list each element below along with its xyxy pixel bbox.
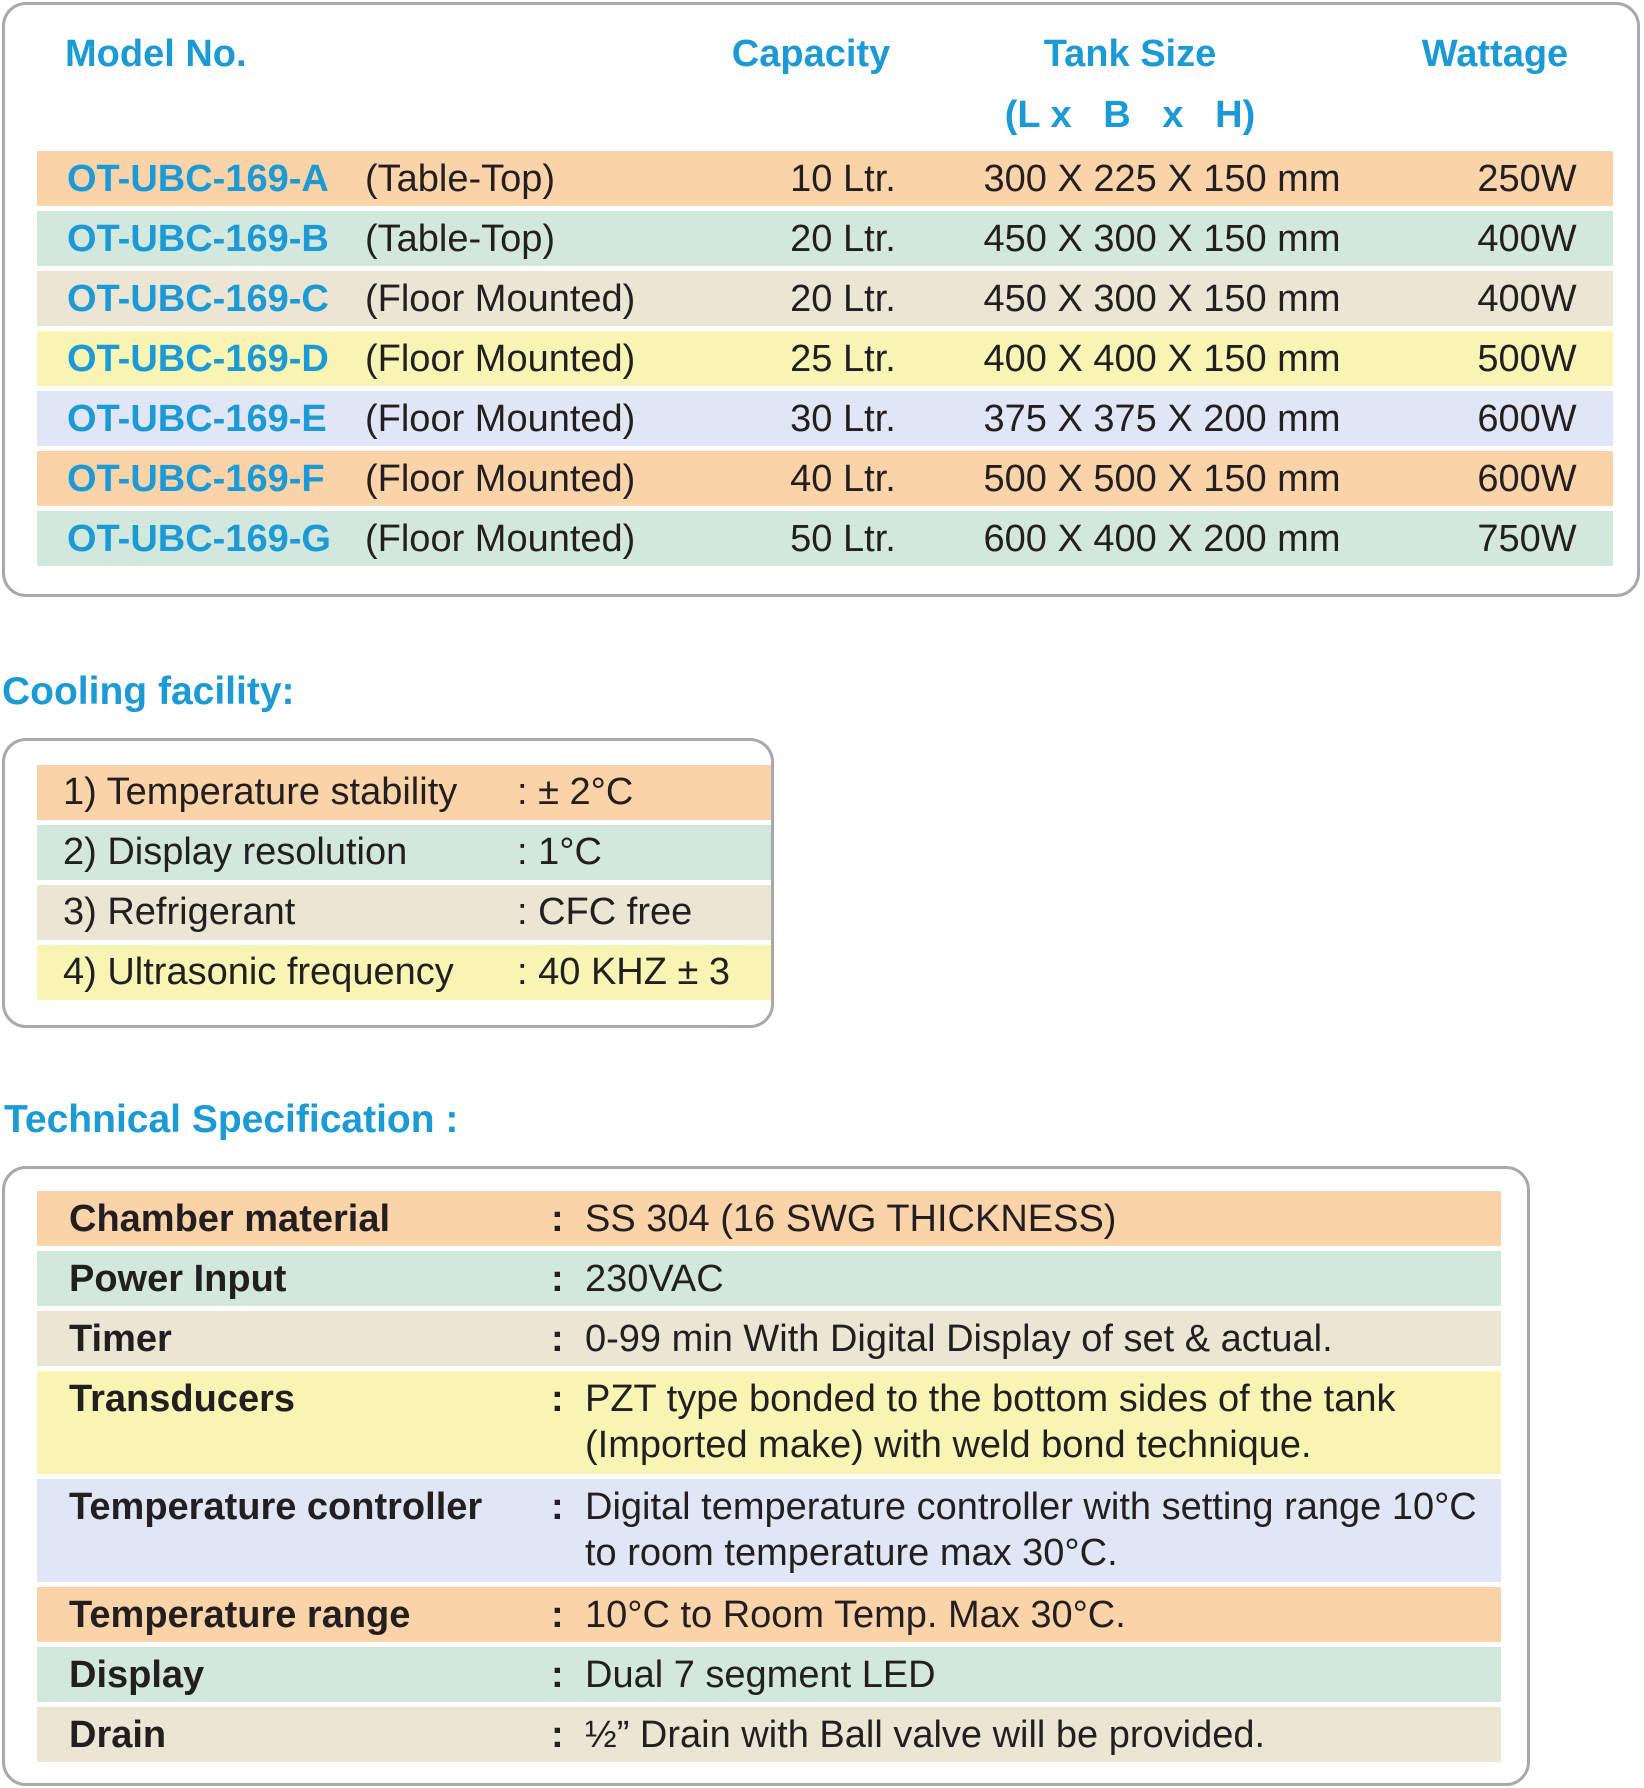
model-code: OT-UBC-169-B — [67, 218, 329, 260]
table-row — [37, 945, 771, 1000]
model-tank-size: 500 X 500 X 150 mm — [983, 458, 1341, 500]
spec-colon: : — [551, 1318, 564, 1360]
model-capacity: 40 Ltr. — [790, 458, 896, 500]
spec-colon: : — [551, 1654, 564, 1696]
model-tank-size: 600 X 400 X 200 mm — [983, 518, 1341, 560]
spec-label: Drain — [69, 1714, 167, 1756]
spec-label: Display — [69, 1654, 205, 1696]
table-row — [37, 1251, 1501, 1306]
tech-spec-table — [2, 1166, 1530, 1786]
table-row — [37, 1371, 1501, 1474]
spec-label: Temperature controller — [69, 1486, 483, 1528]
spec-value: Dual 7 segment LED — [585, 1654, 936, 1696]
spec-value: SS 304 (16 SWG THICKNESS) — [585, 1198, 1117, 1240]
spec-value: Digital temperature controller with setting range 10°C to room temperature max 30°C. — [585, 1486, 1477, 1574]
spec-colon: : — [551, 1258, 564, 1300]
spec-label: Transducers — [69, 1378, 295, 1420]
model-capacity: 30 Ltr. — [790, 398, 896, 440]
table-row — [37, 1311, 1501, 1366]
models-table — [2, 2, 1640, 597]
model-capacity: 20 Ltr. — [790, 218, 896, 260]
spec-value: 230VAC — [585, 1258, 724, 1300]
table-row — [37, 391, 1613, 446]
cooling-title: Cooling facility: — [2, 670, 295, 713]
spec-label: Power Input — [69, 1258, 287, 1300]
spec-colon: : — [551, 1198, 564, 1240]
model-code: OT-UBC-169-G — [67, 518, 331, 560]
header-model-no: Model No. — [65, 33, 247, 75]
model-tank-size: 400 X 400 X 150 mm — [983, 338, 1341, 380]
spec-value: ½” Drain with Ball valve will be provided. — [585, 1714, 1266, 1756]
model-tank-size: 450 X 300 X 150 mm — [983, 218, 1341, 260]
model-capacity: 50 Ltr. — [790, 518, 896, 560]
model-wattage: 400W — [1477, 278, 1577, 320]
header-capacity: Capacity — [731, 33, 891, 75]
table-row — [37, 1707, 1501, 1762]
model-type: (Table-Top) — [365, 158, 556, 200]
model-code: OT-UBC-169-A — [67, 158, 329, 200]
spec-colon: : — [551, 1594, 564, 1636]
spec-value: PZT type bonded to the bottom sides of the tank (Imported make) with weld bond technique. — [585, 1378, 1396, 1466]
model-code: OT-UBC-169-C — [67, 278, 329, 320]
model-code: OT-UBC-169-E — [67, 398, 327, 440]
model-type: (Floor Mounted) — [365, 398, 636, 440]
model-capacity: 25 Ltr. — [790, 338, 896, 380]
model-wattage: 400W — [1477, 218, 1577, 260]
model-type: (Floor Mounted) — [365, 338, 636, 380]
table-row — [37, 331, 1613, 386]
tech-spec-title: Technical Specification : — [4, 1098, 459, 1141]
table-row — [37, 1587, 1501, 1642]
spec-label: 4) Ultrasonic frequency — [63, 951, 454, 993]
spec-label: Temperature range — [69, 1594, 411, 1636]
spec-colon: : — [551, 1378, 564, 1420]
model-tank-size: 300 X 225 X 150 mm — [983, 158, 1341, 200]
model-wattage: 600W — [1477, 458, 1577, 500]
spec-colon: : — [551, 1486, 564, 1528]
spec-value: : CFC free — [517, 891, 693, 933]
spec-value: : 40 KHZ ± 3 — [517, 951, 731, 993]
model-type: (Floor Mounted) — [365, 518, 636, 560]
model-type: (Floor Mounted) — [365, 458, 636, 500]
model-capacity: 20 Ltr. — [790, 278, 896, 320]
table-row — [37, 1191, 1501, 1246]
model-capacity: 10 Ltr. — [790, 158, 896, 200]
spec-label: 3) Refrigerant — [63, 891, 296, 933]
model-code: OT-UBC-169-D — [67, 338, 329, 380]
spec-label: 1) Temperature stability — [63, 771, 458, 813]
table-row — [37, 451, 1613, 506]
cooling-table — [2, 738, 774, 1028]
table-row — [37, 885, 771, 940]
model-tank-size: 375 X 375 X 200 mm — [983, 398, 1341, 440]
model-wattage: 750W — [1477, 518, 1577, 560]
spec-label: 2) Display resolution — [63, 831, 408, 873]
model-type: (Floor Mounted) — [365, 278, 636, 320]
spec-label: Chamber material — [69, 1198, 391, 1240]
table-row — [37, 511, 1613, 566]
model-code: OT-UBC-169-F — [67, 458, 325, 500]
table-row — [37, 1479, 1501, 1582]
table-row — [37, 825, 771, 880]
model-tank-size: 450 X 300 X 150 mm — [983, 278, 1341, 320]
spec-value: 10°C to Room Temp. Max 30°C. — [585, 1594, 1126, 1636]
table-row — [37, 765, 771, 820]
spec-value: 0-99 min With Digital Display of set & actual. — [585, 1318, 1333, 1360]
spec-label: Timer — [69, 1318, 172, 1360]
spec-value: : ± 2°C — [517, 771, 634, 813]
table-row — [37, 1647, 1501, 1702]
header-tank-size: Tank Size — [1043, 33, 1217, 75]
model-wattage: 600W — [1477, 398, 1577, 440]
model-wattage: 250W — [1477, 158, 1577, 200]
table-row — [37, 151, 1613, 206]
spec-value: : 1°C — [517, 831, 602, 873]
model-wattage: 500W — [1477, 338, 1577, 380]
spec-colon: : — [551, 1714, 564, 1756]
header-wattage: Wattage — [1421, 33, 1569, 75]
header-tank-dimensions: (L x B x H) — [1004, 94, 1256, 136]
table-row — [37, 271, 1613, 326]
model-type: (Table-Top) — [365, 218, 556, 260]
table-row — [37, 211, 1613, 266]
